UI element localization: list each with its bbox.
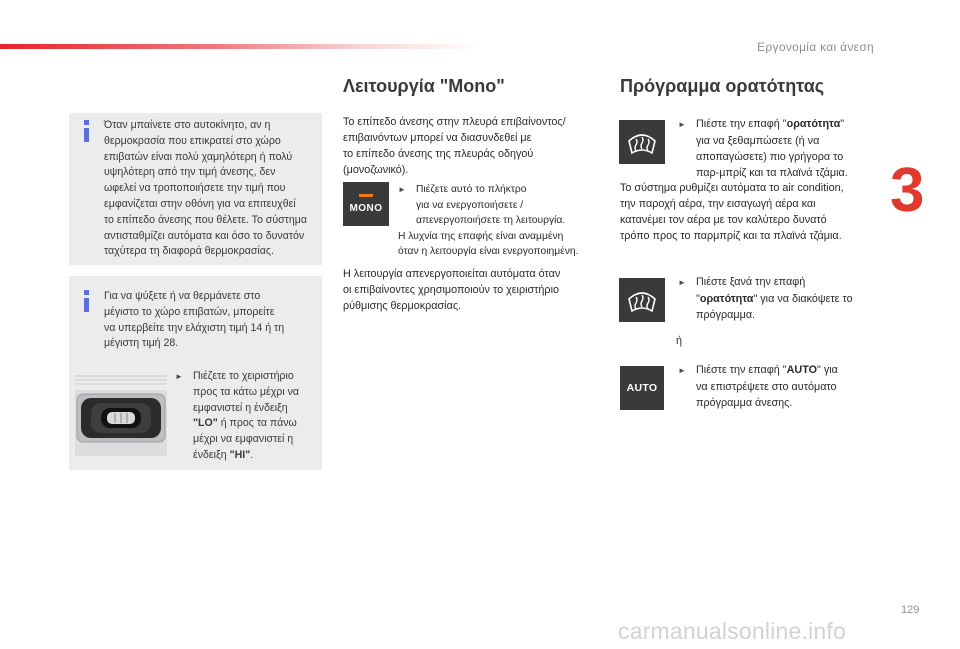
info-box-2-bullet: ► Πιέζετε το χειριστήριο προς τα κάτω μέχρι να εμφανιστεί η ένδειξη "LO" ή προς τα πάνω μέχρι να εμφανιστεί η ένδειξη "HI". [175, 370, 300, 461]
mono-button-icon: MONO [343, 182, 389, 226]
windscreen-demist-icon [625, 127, 659, 157]
page-number: 129 [901, 604, 920, 616]
bullet-arrow-icon: ► [678, 120, 686, 129]
windscreen-demist-icon [625, 285, 659, 315]
mono-led-indicator [359, 194, 373, 197]
visibility-button-icon [619, 120, 665, 164]
mono-intro-text: Το επίπεδο άνεσης στην πλευρά επιβαίνοντος/ επιβαινόντων μπορεί να διασυνδεθεί με το επίπεδο άνεσης της πλευράς οδηγού (μονοζωνικό). [343, 116, 566, 176]
bullet-arrow-icon: ► [678, 278, 686, 287]
visibility-section-title: Πρόγραμμα ορατότητας [620, 76, 825, 96]
info-icon [82, 120, 92, 142]
visibility-step1-text: ► Πιέστε την επαφή "ορατότητα" για να ξεθαμπώσετε (ή να αποπαγώσετε) πιο γρήγορα το παρ-μπρίζ και τα πλαϊνά τζάμια. [678, 118, 848, 179]
mono-auto-off-text: Η λειτουργία απενεργοποιείται αυτόματα όταν οι επιβαίνοντες χρησιμοποιούν το χειριστήριο ρύθμισης θερμοκρασίας. [343, 268, 561, 312]
section-header-title: Εργονομία και άνεση [757, 40, 874, 54]
temperature-control-illustration-icon [75, 370, 167, 460]
mono-bullet-text: ► Πιέζετε αυτό το πλήκτρο για να ενεργοποιήσετε / απενεργοποιήσετε τη λειτουργία. Η λυχνία της επαφής είναι αναμμένη όταν η λειτουργία είναι ενεργοποιημένη. [398, 184, 579, 257]
info-box-max-temperature [69, 276, 322, 470]
info-box-comfort-temperature [69, 113, 322, 265]
info-box-2-text: Για να ψύξετε ή να θερμάνετε στο μέγιστο το χώρο επιβατών, μπορείτε να υπερβείτε την ελάχιστη τιμή 14 ή τη μέγιστη τιμή 28. [104, 290, 285, 350]
visibility-system-text: Το σύστημα ρυθμίζει αυτόματα το air condition, την παροχή αέρα, την εισαγωγή αέρα και κατανέμει τον αέρα με τον καλύτερο δυνατό τρόπο προς το παρμπρίζ και τα πλαϊνά τζάμια. [620, 182, 844, 242]
bullet-arrow-icon: ► [175, 372, 183, 381]
or-text: ή [676, 335, 683, 347]
watermark-text: carmanualsonline.info [618, 618, 846, 644]
bullet-arrow-icon: ► [398, 185, 406, 194]
info-icon [82, 290, 92, 312]
auto-button-icon: AUTO [620, 366, 664, 410]
hi-value: "HI" [229, 448, 251, 461]
info-box-1-text: Όταν μπαίνετε στο αυτοκίνητο, αν η θερμοκρασία που επικρατεί στο χώρο επιβατών είναι πολύ χαμηλότερη ή πολύ υψηλότερη από την τιμή άνεσης, δεν ωφελεί να τροποποιήσετε την τιμή που εμφανίζεται στην οθόνη για να επιτευχθεί το επίπεδο άνεσης που θέλετε. Το σύστημα αντισταθμίζει αυτόματα και όσο το δυνατόν ταχύτερα τη διαφορά θερμοκρασίας. [104, 119, 307, 258]
bullet-arrow-icon: ► [678, 366, 686, 375]
header-accent-bar [0, 44, 480, 49]
visibility-step2-text: ► Πιέστε ξανά την επαφή "ορατότητα" για να διακόψετε το πρόγραμμα. [678, 276, 853, 321]
chapter-number: 3 [890, 156, 925, 225]
visibility-button-icon [619, 278, 665, 322]
lo-value: "LO" [193, 417, 218, 430]
visibility-step3-text: ► Πιέστε την επαφή "AUTO" για να επιστρέψετε στο αυτόματο πρόγραμμα άνεσης. [678, 364, 838, 409]
mono-section-title: Λειτουργία "Mono" [343, 76, 505, 96]
